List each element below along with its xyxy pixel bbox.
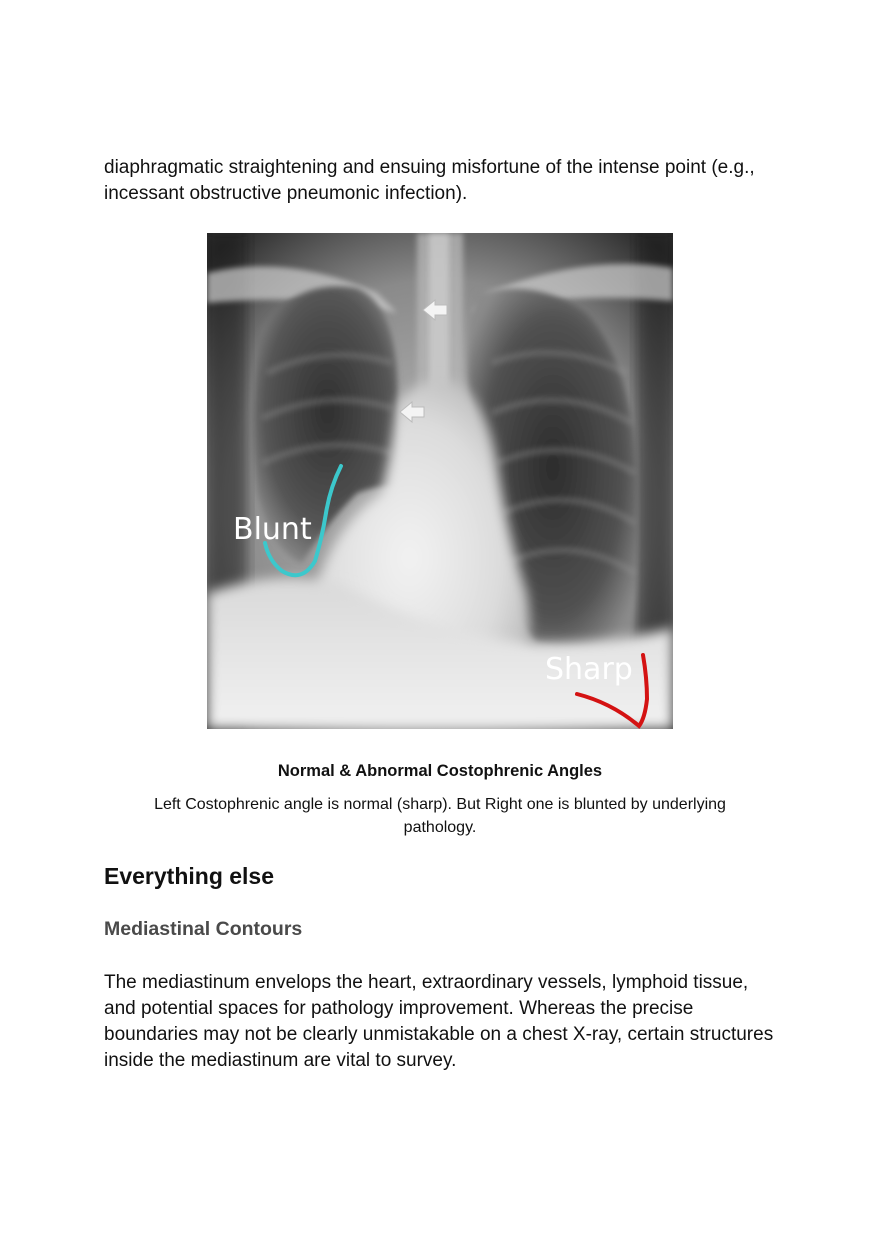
subsection-heading: Mediastinal Contours (104, 918, 303, 940)
body-paragraph: The mediastinum envelops the heart, extraordinary vessels, lymphoid tissue, and potential spaces for pathology improvement. Whereas the precise boundaries may not be clearly unmistakable on a chest X-ray, certain structures inside the mediastinum are vital to survey. (104, 972, 774, 1071)
chest-xray-figure (207, 233, 673, 729)
blunt-label: Blunt (233, 512, 312, 547)
chest-xray-image (207, 233, 673, 729)
figure-caption-title: Normal & Abnormal Costophrenic Angles (277, 762, 603, 780)
section-heading: Everything else (104, 863, 275, 889)
sharp-label: Sharp (545, 652, 633, 687)
figure-caption-body: Left Costophrenic angle is normal (sharp). But Right one is blunted by underlying pathology. (154, 796, 726, 836)
intro-paragraph: diaphragmatic straightening and ensuing misfortune of the intense point (e.g., incessant obstructive pneumonic infection). (104, 157, 755, 204)
